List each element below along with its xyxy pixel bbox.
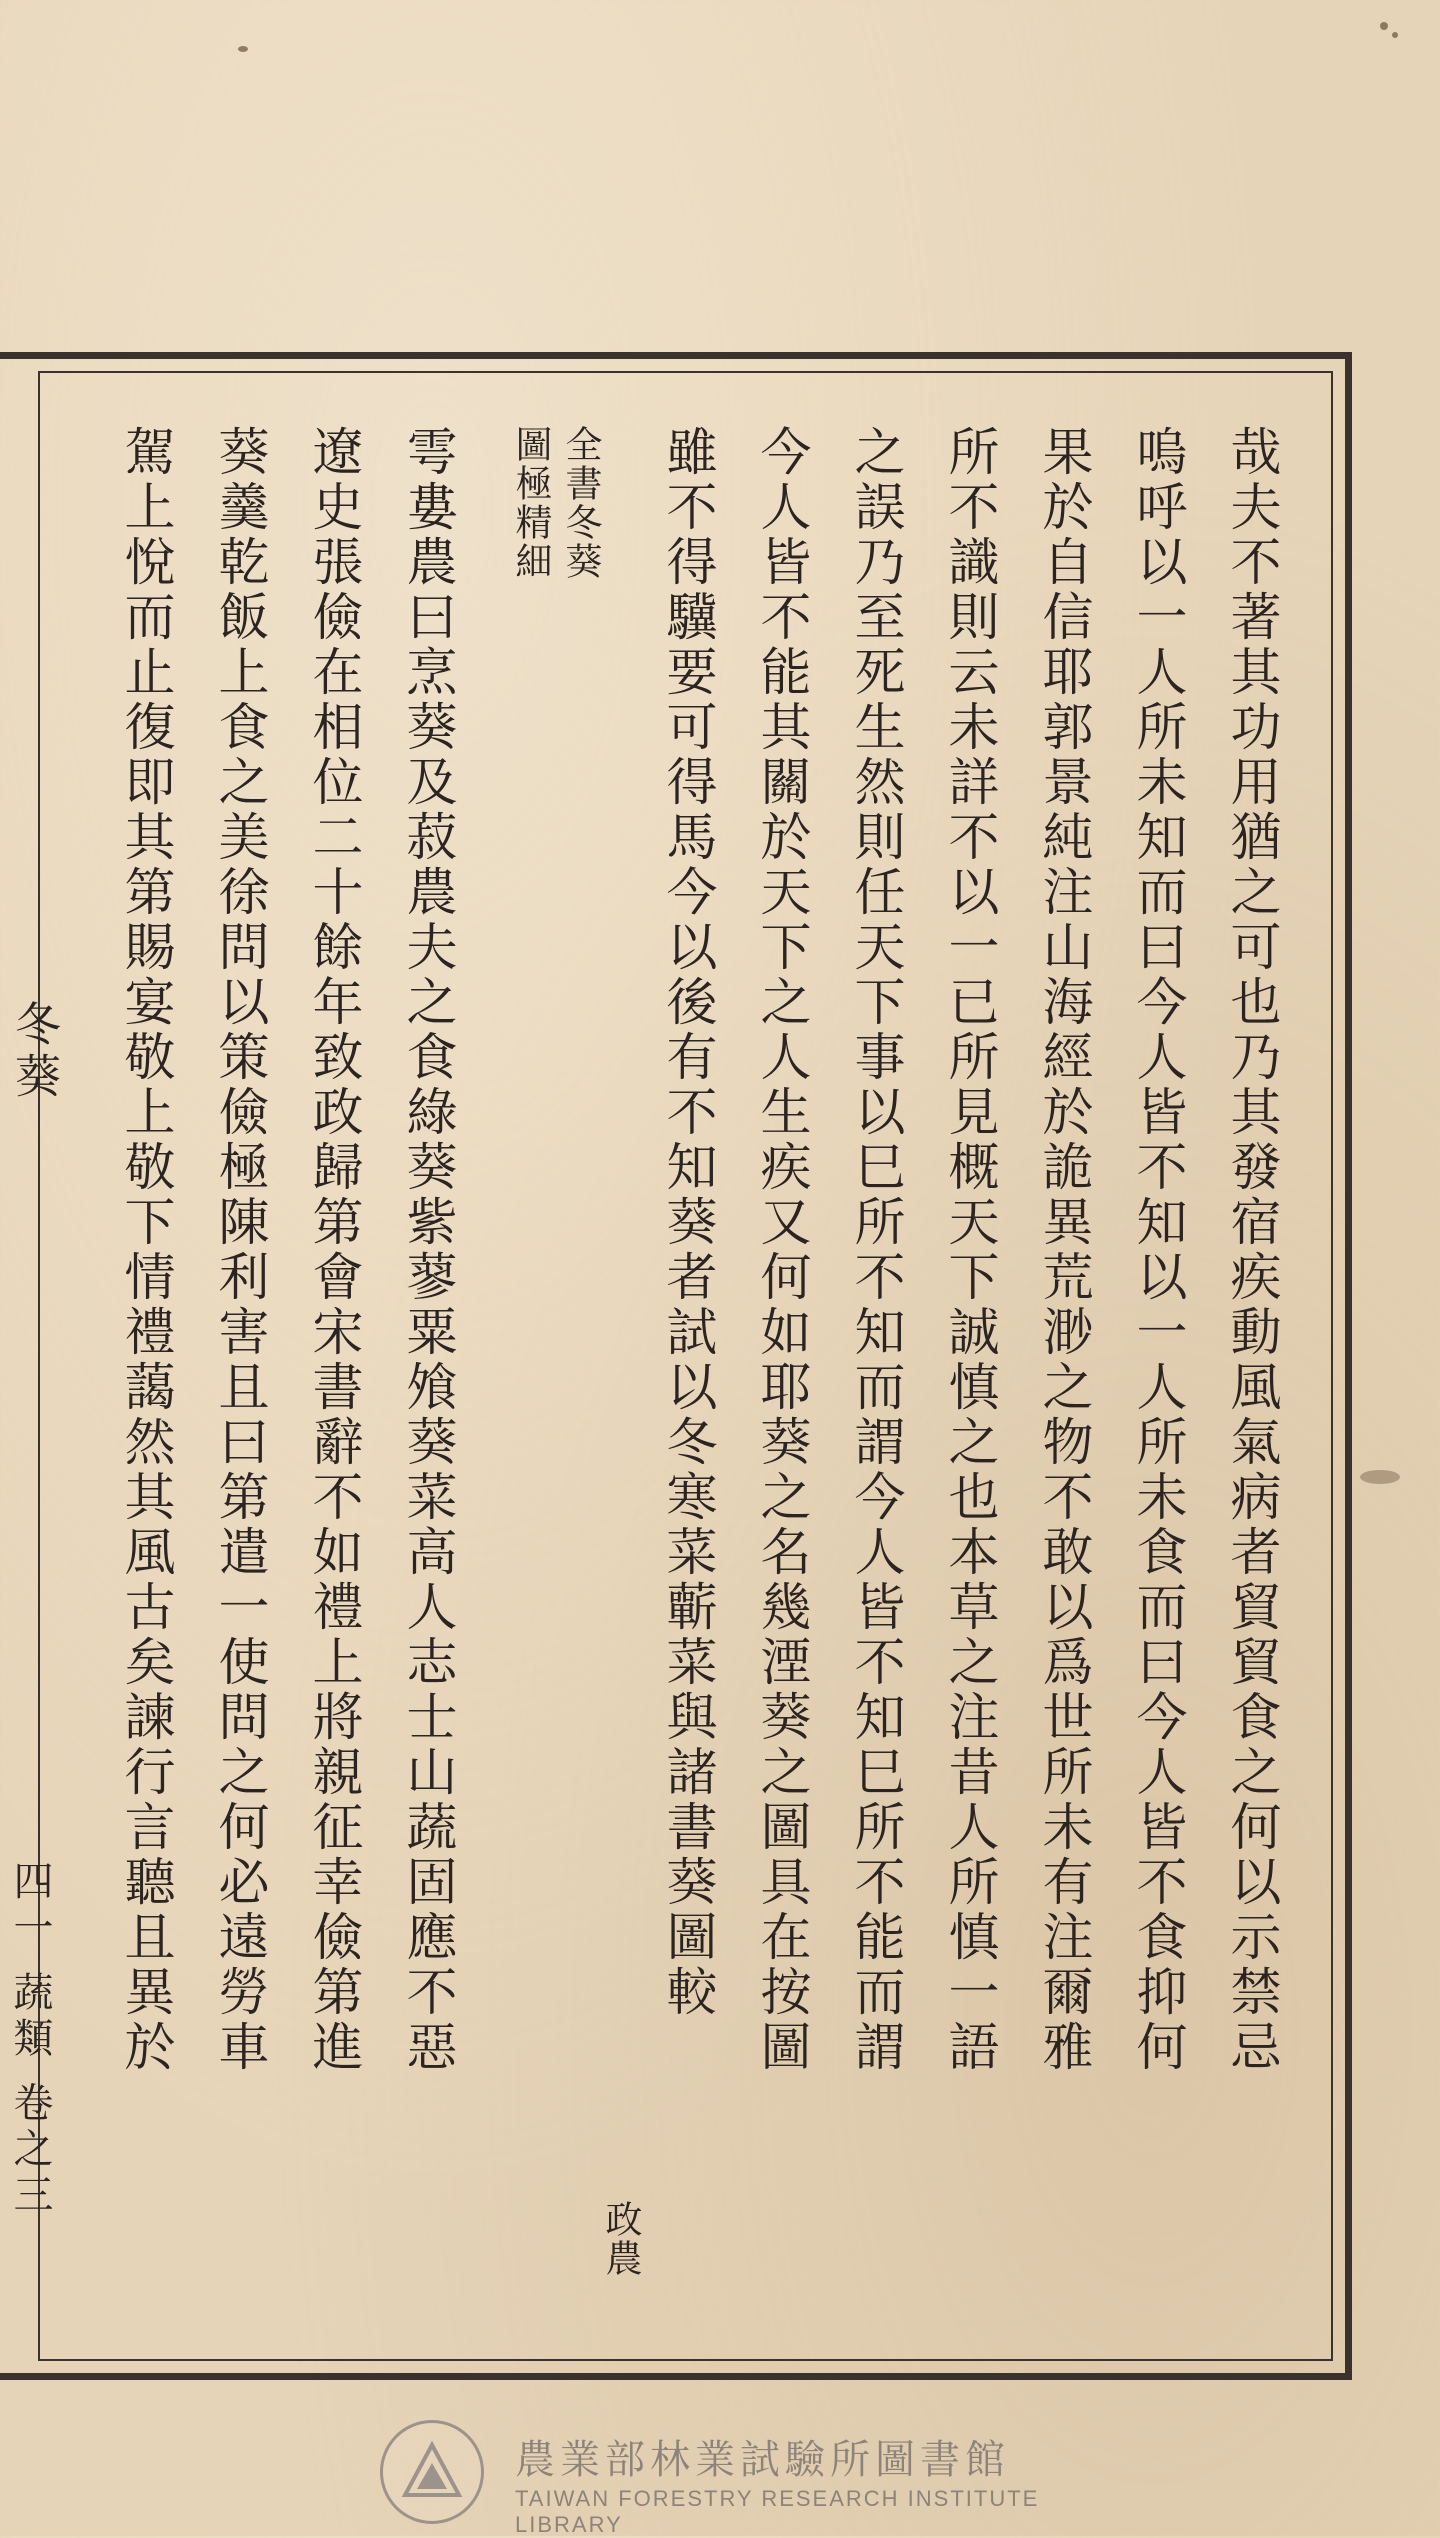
text-column-10: 葵羹乾飯上食之美徐問以策儉極陳利害且曰第遣一使問之何必遠勞車	[209, 425, 268, 2075]
text-column-4: 所不識則云未詳不以一已所見概天下誠慎之也本草之注昔人所慎一語	[939, 425, 998, 2075]
ink-spot	[1380, 22, 1388, 30]
note-line-1: 政農	[599, 2200, 642, 2278]
note-line-3: 圖極精細	[509, 425, 552, 581]
text-column-1: 哉夫不著其功用猶之可也乃其發宿疾動風氣病者貿貿食之何以示禁忌	[1221, 425, 1280, 2075]
text-column-9: 遼史張儉在相位二十餘年致政歸第會宋書辭不如禮上將親征幸儉第進	[303, 425, 362, 2075]
ink-spot	[238, 46, 248, 52]
note-line-2: 全書冬葵	[559, 425, 602, 581]
library-footer	[380, 2420, 1080, 2537]
text-column-5: 之誤乃至死生然則任天下事以巳所不知而謂今人皆不知巳所不能而謂	[845, 425, 904, 2075]
library-seal-icon	[380, 2420, 484, 2524]
paper-stain	[1360, 1470, 1400, 1484]
library-name-en: TAIWAN FORESTRY RESEARCH INSTITUTE LIBRARY	[515, 2486, 1040, 2537]
margin-title: 冬葵	[8, 1000, 62, 1104]
text-column-7: 雖不得驥要可得馬今以後有不知葵者試以冬寒菜蘄菜與諸書葵圖較	[657, 425, 716, 2020]
text-column-2: 嗚呼以一人所未知而曰今人皆不知以一人所未食而曰今人皆不食抑何	[1127, 425, 1186, 2075]
margin-page-info: 四一 蔬類 卷之三	[7, 1860, 53, 2220]
library-name-cn: 農業部林業試驗所圖書館	[515, 2437, 1010, 2483]
ink-spot	[1392, 32, 1398, 38]
text-column-11: 駕上悅而止復即其第賜宴敬上敬下情禮藹然其風古矣諫行言聽且異於	[115, 425, 174, 2075]
text-column-3: 果於自信耶郭景純注山海經於詭異荒渺之物不敢以爲世所未有注爾雅	[1033, 425, 1092, 2075]
text-column-8: 雩婁農曰烹葵及菽農夫之食綠葵紫蓼粟飧葵菜高人志士山蔬固應不惡	[397, 425, 456, 2075]
text-column-6: 今人皆不能其關於天下之人生疾又何如耶葵之名幾湮葵之圖具在按圖	[751, 425, 810, 2075]
